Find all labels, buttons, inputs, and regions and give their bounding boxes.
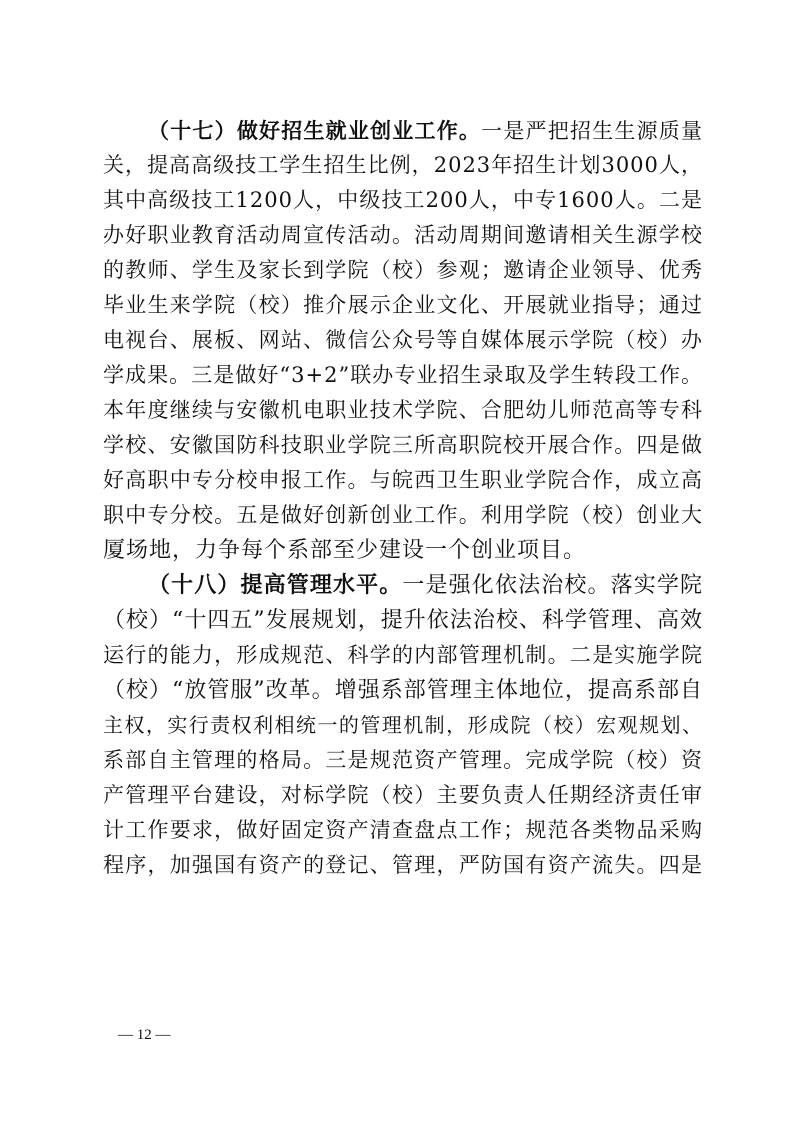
paragraph-line bbox=[103, 568, 703, 603]
paragraph-line: （校）“十四五”发展规划，提升依法治校、科学管理、高效 bbox=[103, 608, 703, 633]
paragraph-line: 系部自主管理的格局。三是规范资产管理。完成学院（校）资 bbox=[103, 748, 703, 772]
paragraph-line: 职中专分校。五是做好创新创业工作。利用学院（校）创业大 bbox=[103, 503, 703, 527]
body-text bbox=[103, 113, 703, 883]
paragraph-line: 产管理平台建设，对标学院（校）主要负责人任期经济责任审 bbox=[103, 783, 703, 807]
paragraph-line: 计工作要求，做好固定资产清查盘点工作；规范各类物品采购 bbox=[103, 818, 703, 842]
paragraph-line: 学成果。三是做好“3+2”联办专业招生录取及学生转段工作。 bbox=[103, 363, 703, 387]
paragraph-line: 好高职中专分校申报工作。与皖西卫生职业学院合作，成立高 bbox=[103, 468, 703, 492]
paragraph-line: 毕业生来学院（校）推介展示企业文化、开展就业指导；通过 bbox=[103, 293, 703, 317]
paragraph-line: 学校、安徽国防科技职业学院三所高职院校开展合作。四是做 bbox=[103, 433, 703, 457]
paragraph-line: （校）“放管服”改革。增强系部管理主体地位，提高系部自 bbox=[103, 678, 703, 703]
paragraph-line: 的教师、学生及家长到学院（校）参观；邀请企业领导、优秀 bbox=[103, 258, 703, 282]
paragraph-line: 办好职业教育活动周宣传活动。活动周期间邀请相关生源学校 bbox=[103, 223, 703, 247]
paragraph-line: 厦场地，力争每个系部至少建设一个创业项目。 bbox=[103, 538, 587, 563]
paragraph-text: 一是严把招生生源质量 bbox=[481, 119, 703, 143]
paragraph-line: 其中高级技工1200人，中级技工200人，中专1600人。二是 bbox=[103, 188, 703, 212]
section-heading: （十八）提高管理水平。 bbox=[148, 572, 403, 598]
paragraph-line: 主权，实行责权利相统一的管理机制，形成院（校）宏观规划、 bbox=[103, 713, 703, 737]
paragraph-enrollment-employment bbox=[103, 113, 703, 568]
paragraph-text: 一是强化依法治校。落实学院 bbox=[402, 573, 703, 598]
paragraph-management bbox=[103, 568, 703, 883]
paragraph-line: 运行的能力，形成规范、科学的内部管理机制。二是实施学院 bbox=[103, 643, 703, 667]
paragraph-line bbox=[103, 113, 703, 148]
paragraph-line: 程序，加强国有资产的登记、管理，严防国有资产流失。四是 bbox=[103, 853, 703, 877]
section-heading: （十七）做好招生就业创业工作。 bbox=[148, 118, 482, 143]
paragraph-line: 电视台、展板、网站、微信公众号等自媒体展示学院（校）办 bbox=[103, 328, 703, 352]
paragraph-line: 关，提高高级技工学生招生比例，2023年招生计划3000人， bbox=[103, 153, 703, 177]
page-number: — 12 — bbox=[118, 1027, 171, 1043]
paragraph-line: 本年度继续与安徽机电职业技术学院、合肥幼儿师范高等专科 bbox=[103, 398, 703, 422]
